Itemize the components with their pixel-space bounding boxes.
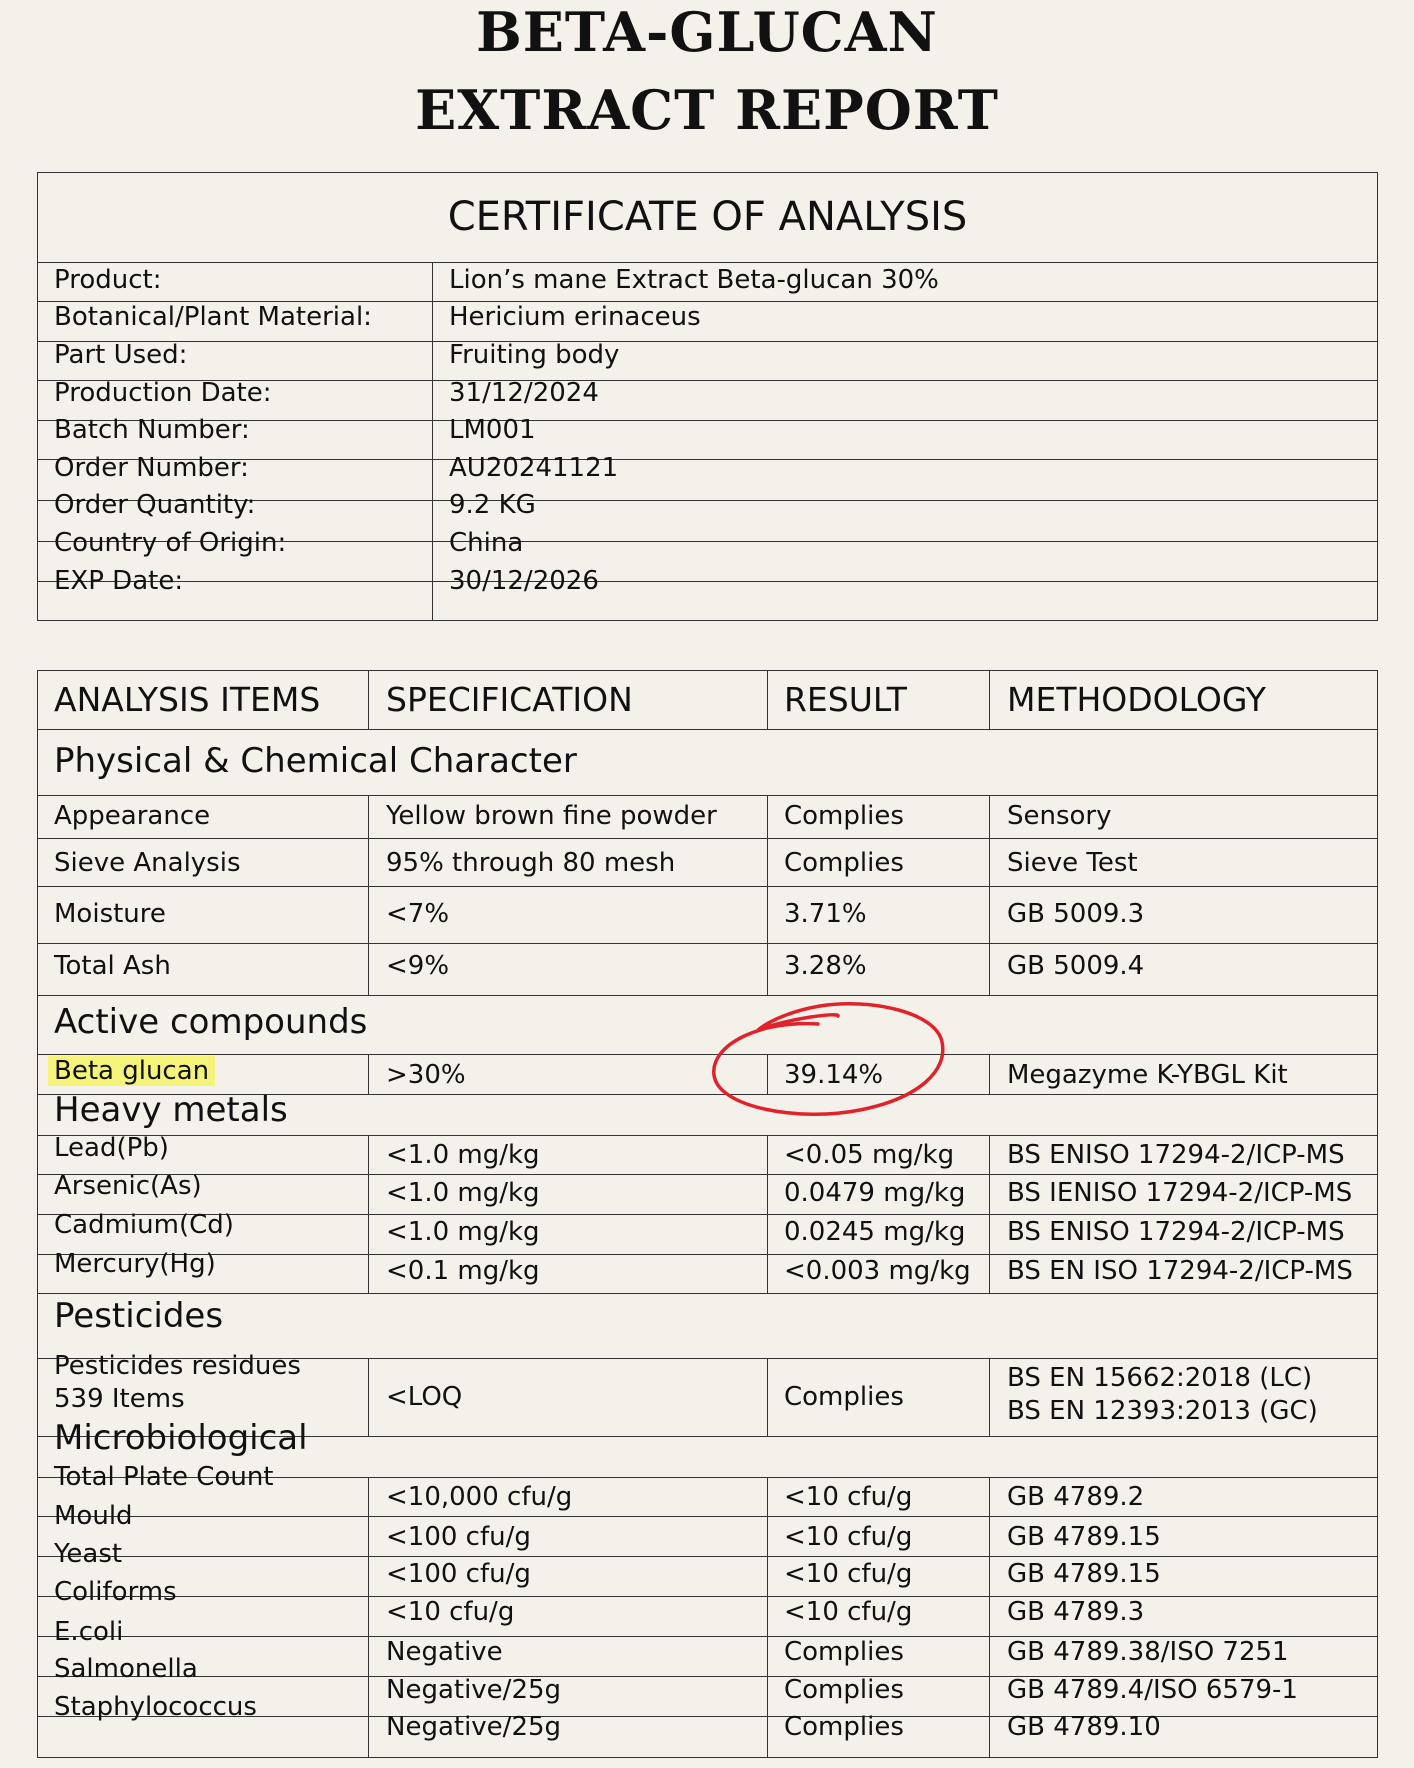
analysis-result: <0.05 mg/kg: [784, 1140, 955, 1170]
analysis-item: Sieve Analysis: [54, 848, 241, 878]
analysis-result: 0.0479 mg/kg: [784, 1178, 966, 1208]
analysis-item: Pesticides residues: [54, 1351, 301, 1381]
cert-value: Fruiting body: [449, 340, 620, 370]
header-analysis-items: ANALYSIS ITEMS: [54, 680, 321, 719]
analysis-item: Appearance: [54, 801, 211, 831]
analysis-method: Sieve Test: [1007, 848, 1138, 878]
analysis-item: Arsenic(As): [54, 1171, 202, 1201]
analysis-result: <10 cfu/g: [784, 1482, 913, 1512]
analysis-spec: >30%: [386, 1060, 466, 1090]
analysis-spec: <10,000 cfu/g: [386, 1482, 573, 1512]
cert-value: 30/12/2026: [449, 566, 599, 596]
analysis-item: E.coli: [54, 1617, 124, 1647]
report-title-line2: EXTRACT REPORT: [415, 78, 999, 142]
analysis-item: Total Ash: [54, 951, 171, 981]
analysis-method: BS EN 12393:2013 (GC): [1007, 1396, 1318, 1426]
red-circle-annotation: [700, 990, 960, 1130]
analysis-spec: <1.0 mg/kg: [386, 1178, 540, 1208]
analysis-spec: <100 cfu/g: [386, 1559, 531, 1589]
analysis-item: 539 Items: [54, 1384, 185, 1414]
analysis-result: 0.0245 mg/kg: [784, 1217, 966, 1247]
analysis-spec: <1.0 mg/kg: [386, 1140, 540, 1170]
analysis-method: GB 4789.10: [1007, 1712, 1161, 1742]
cert-value: Hericium erinaceus: [449, 302, 701, 332]
section-title-active: Active compounds: [54, 1002, 368, 1042]
analysis-method: BS EN ISO 17294-2/ICP-MS: [1007, 1256, 1353, 1286]
cert-label: Order Quantity:: [54, 490, 256, 520]
analysis-result: 3.71%: [784, 899, 867, 929]
analysis-item: Salmonella: [54, 1654, 198, 1684]
cert-value: Lion’s mane Extract Beta-glucan 30%: [449, 265, 939, 295]
analysis-item: Cadmium(Cd): [54, 1210, 234, 1240]
analysis-method: GB 4789.4/ISO 6579-1: [1007, 1675, 1298, 1705]
analysis-spec: Negative/25g: [386, 1675, 562, 1705]
analysis-method: BS IENISO 17294-2/ICP-MS: [1007, 1178, 1353, 1208]
cert-value: LM001: [449, 415, 536, 445]
header-result: RESULT: [784, 680, 907, 719]
highlighted-item: Beta glucan: [48, 1056, 215, 1086]
cert-label: EXP Date:: [54, 566, 184, 596]
analysis-method: GB 4789.38/ISO 7251: [1007, 1637, 1289, 1667]
analysis-item: Mercury(Hg): [54, 1249, 216, 1279]
header-specification: SPECIFICATION: [386, 680, 633, 719]
analysis-method: GB 5009.3: [1007, 899, 1145, 929]
analysis-result: Complies: [784, 801, 904, 831]
analysis-spec: <1.0 mg/kg: [386, 1217, 540, 1247]
analysis-spec: <10 cfu/g: [386, 1597, 515, 1627]
analysis-result: Complies: [784, 1675, 904, 1705]
analysis-spec: Negative/25g: [386, 1712, 562, 1742]
analysis-result: <0.003 mg/kg: [784, 1256, 971, 1286]
cert-label: Order Number:: [54, 453, 249, 483]
analysis-method: GB 4789.2: [1007, 1482, 1145, 1512]
cert-label: Botanical/Plant Material:: [54, 302, 372, 332]
cert-label: Product:: [54, 265, 162, 295]
cert-value: 31/12/2024: [449, 378, 599, 408]
analysis-result: <10 cfu/g: [784, 1597, 913, 1627]
analysis-item: Moisture: [54, 899, 166, 929]
analysis-result: Complies: [784, 1637, 904, 1667]
cert-label: Part Used:: [54, 340, 188, 370]
cert-label: Production Date:: [54, 378, 272, 408]
analysis-spec: <9%: [386, 951, 450, 981]
cert-label: Country of Origin:: [54, 528, 287, 558]
cert-value: 9.2 KG: [449, 490, 536, 520]
analysis-item: [54, 1058, 215, 1084]
section-title-microbiological: Microbiological: [54, 1418, 308, 1458]
cert-label: Batch Number:: [54, 415, 250, 445]
report-title-line1: BETA-GLUCAN: [476, 0, 938, 64]
analysis-spec: Negative: [386, 1637, 503, 1667]
analysis-method: GB 4789.3: [1007, 1597, 1145, 1627]
cert-value: China: [449, 528, 524, 558]
analysis-method: Megazyme K-YBGL Kit: [1007, 1060, 1288, 1090]
analysis-spec: <LOQ: [386, 1382, 463, 1412]
cert-value: AU20241121: [449, 453, 619, 483]
analysis-method: GB 4789.15: [1007, 1559, 1161, 1589]
analysis-item: Lead(Pb): [54, 1133, 169, 1163]
analysis-spec: <7%: [386, 899, 450, 929]
analysis-result: <10 cfu/g: [784, 1522, 913, 1552]
section-title-heavy-metals: Heavy metals: [54, 1090, 288, 1130]
analysis-spec: 95% through 80 mesh: [386, 848, 676, 878]
analysis-spec: Yellow brown fine powder: [386, 801, 717, 831]
header-methodology: METHODOLOGY: [1007, 680, 1266, 719]
analysis-result: Complies: [784, 1382, 904, 1412]
analysis-method: Sensory: [1007, 801, 1112, 831]
analysis-method: BS ENISO 17294-2/ICP-MS: [1007, 1140, 1345, 1170]
analysis-item: Mould: [54, 1501, 133, 1531]
analysis-item: Staphylococcus: [54, 1692, 257, 1722]
analysis-result: 39.14%: [784, 1060, 884, 1090]
analysis-spec: <100 cfu/g: [386, 1522, 531, 1552]
analysis-result: 3.28%: [784, 951, 867, 981]
analysis-spec: <0.1 mg/kg: [386, 1256, 540, 1286]
analysis-item: Total Plate Count: [54, 1462, 274, 1492]
analysis-item: Coliforms: [54, 1577, 177, 1607]
analysis-method: BS ENISO 17294-2/ICP-MS: [1007, 1217, 1345, 1247]
analysis-method: BS EN 15662:2018 (LC): [1007, 1363, 1313, 1393]
analysis-method: GB 5009.4: [1007, 951, 1145, 981]
analysis-method: GB 4789.15: [1007, 1522, 1161, 1552]
analysis-item: Yeast: [54, 1539, 123, 1569]
analysis-result: <10 cfu/g: [784, 1559, 913, 1589]
certificate-heading: CERTIFICATE OF ANALYSIS: [447, 194, 968, 240]
analysis-result: Complies: [784, 848, 904, 878]
analysis-result: Complies: [784, 1712, 904, 1742]
section-title-physical: Physical & Chemical Character: [54, 741, 577, 781]
section-title-pesticides: Pesticides: [54, 1296, 224, 1336]
